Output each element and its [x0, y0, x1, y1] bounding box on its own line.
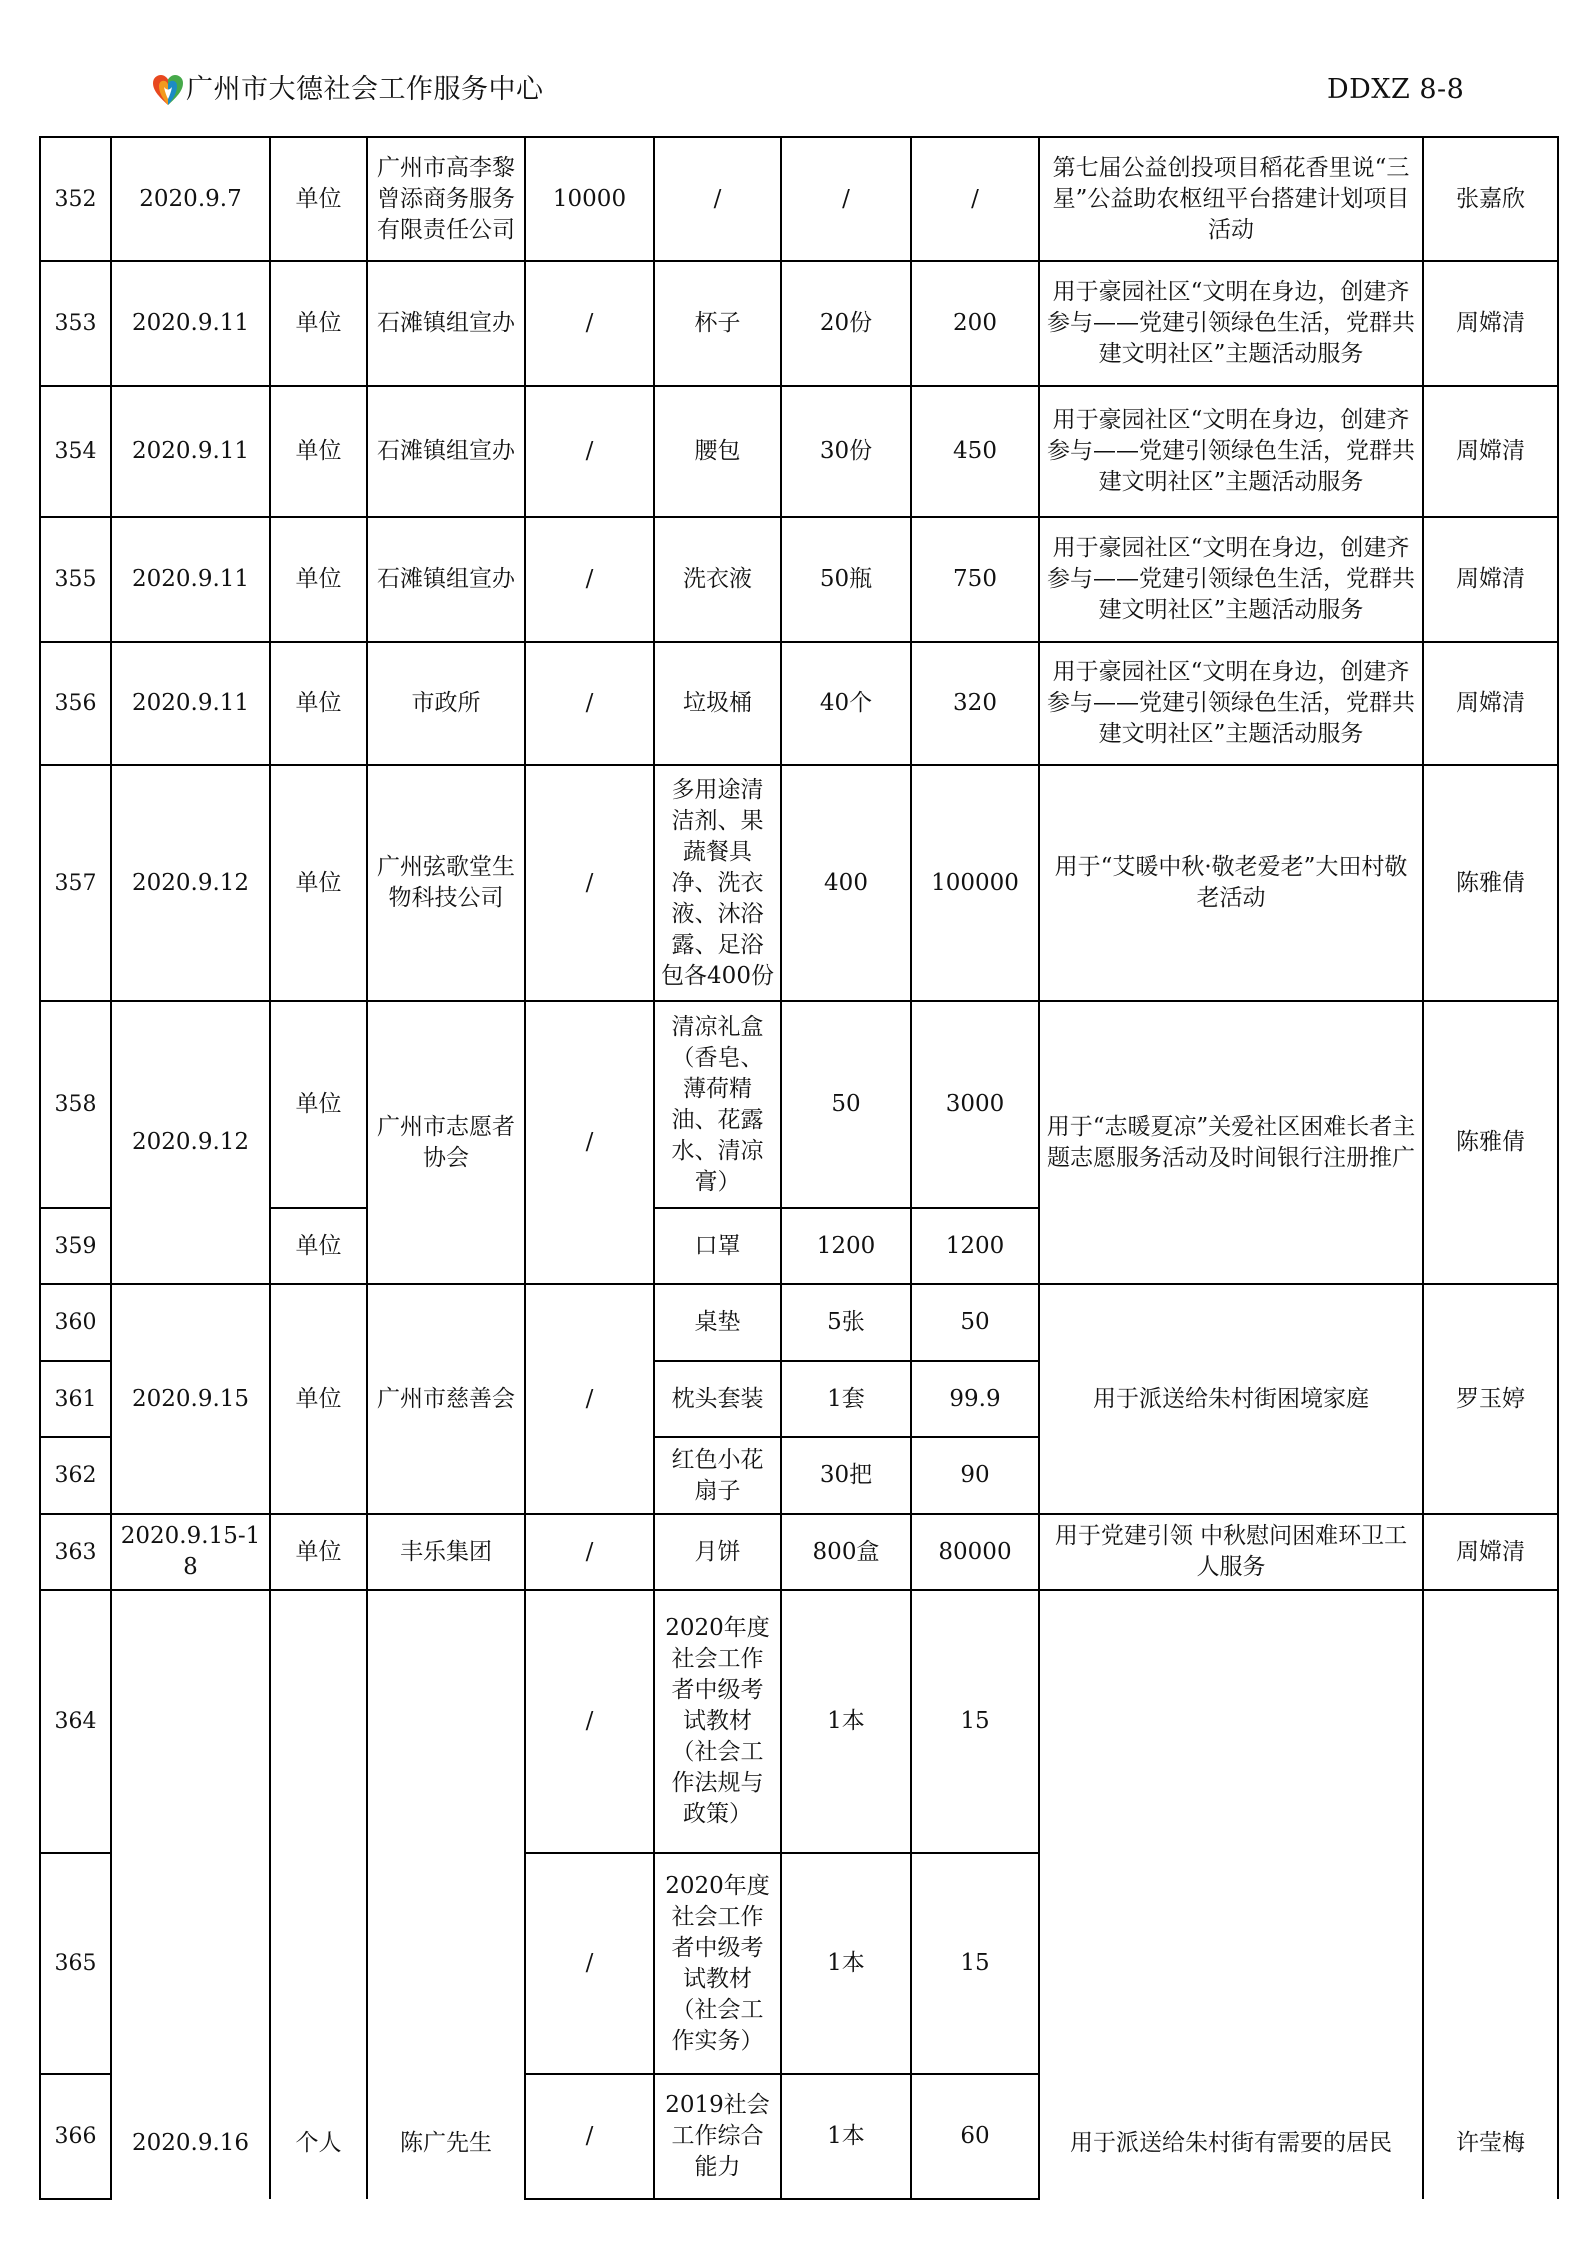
value-cell: 80000: [911, 1514, 1039, 1590]
quantity-cell: 5张: [781, 1284, 911, 1361]
item-cell: 2020年度社会工作者中级考试教材（社会工作实务）: [654, 1853, 781, 2074]
purpose-cell: 用于派送给朱村街困境家庭: [1039, 1284, 1423, 1514]
purpose-cell: 用于“志暖夏凉”关爱社区困难长者主题志愿服务活动及时间银行注册推广: [1039, 1001, 1423, 1284]
donor-type-cell: 单位: [270, 137, 367, 261]
item-cell: 垃圾桶: [654, 642, 781, 765]
donor-type-cell: 单位: [270, 765, 367, 1001]
item-cell: 口罩: [654, 1208, 781, 1284]
donor-type-cell: 单位: [270, 517, 367, 642]
value-cell: 450: [911, 386, 1039, 517]
table-row: [40, 1590, 1558, 1853]
donor-type-cell: 个人: [270, 1590, 367, 2199]
date-cell: 2020.9.7: [111, 137, 270, 261]
amount-cell: /: [525, 1514, 654, 1590]
purpose-cell: 用于豪园社区“文明在身边，创建齐参与——党建引领绿色生活，党群共建文明社区”主题活动服务: [1039, 386, 1423, 517]
donor-type-cell: 单位: [270, 1208, 367, 1284]
donor-cell: 丰乐集团: [367, 1514, 525, 1590]
value-cell: 1200: [911, 1208, 1039, 1284]
table-row: [40, 261, 1558, 386]
quantity-cell: 1本: [781, 1590, 911, 1853]
row-number: 364: [40, 1590, 111, 1853]
quantity-cell: /: [781, 137, 911, 261]
handler-cell: 周嫦清: [1423, 642, 1558, 765]
item-cell: 腰包: [654, 386, 781, 517]
item-cell: 月饼: [654, 1514, 781, 1590]
donor-cell: 广州市高李黎曾添商务服务有限责任公司: [367, 137, 525, 261]
date-cell: 2020.9.15-18: [111, 1514, 270, 1590]
table-row: [40, 386, 1558, 517]
row-number: 356: [40, 642, 111, 765]
purpose-cell: 第七届公益创投项目稻花香里说“三星”公益助农枢纽平台搭建计划项目活动: [1039, 137, 1423, 261]
purpose-cell: 用于“艾暖中秋·敬老爱老”大田村敬老活动: [1039, 765, 1423, 1001]
value-cell: 100000: [911, 765, 1039, 1001]
value-cell: 90: [911, 1437, 1039, 1514]
row-number: 355: [40, 517, 111, 642]
handler-cell: 周嫦清: [1423, 1514, 1558, 1590]
date-cell: 2020.9.11: [111, 642, 270, 765]
quantity-cell: 40个: [781, 642, 911, 765]
date-cell: 2020.9.12: [111, 765, 270, 1001]
handler-cell: 周嫦清: [1423, 386, 1558, 517]
amount-cell: /: [525, 642, 654, 765]
amount-cell: /: [525, 386, 654, 517]
date-cell: 2020.9.11: [111, 261, 270, 386]
handler-cell: 周嫦清: [1423, 517, 1558, 642]
donor-type-cell: 单位: [270, 386, 367, 517]
row-number: 365: [40, 1853, 111, 2074]
row-number: 352: [40, 137, 111, 261]
amount-cell: /: [525, 261, 654, 386]
quantity-cell: 400: [781, 765, 911, 1001]
row-number: 362: [40, 1437, 111, 1514]
handler-cell: 周嫦清: [1423, 261, 1558, 386]
value-cell: 60: [911, 2074, 1039, 2199]
item-cell: 杯子: [654, 261, 781, 386]
amount-cell: /: [525, 1590, 654, 1853]
donor-cell: 市政所: [367, 642, 525, 765]
donor-cell: 陈广先生: [367, 1590, 525, 2199]
heart-logo-icon: [150, 72, 186, 108]
table-row: [40, 642, 1558, 765]
amount-cell: /: [525, 1853, 654, 2074]
item-cell: 枕头套装: [654, 1361, 781, 1437]
row-number: 363: [40, 1514, 111, 1590]
row-number: 357: [40, 765, 111, 1001]
date-cell: 2020.9.16: [111, 1590, 270, 2199]
table-row: [40, 1284, 1558, 1361]
donor-type-cell: 单位: [270, 261, 367, 386]
quantity-cell: 50: [781, 1001, 911, 1208]
donor-cell: 广州弦歌堂生物科技公司: [367, 765, 525, 1001]
item-cell: 红色小花扇子: [654, 1437, 781, 1514]
value-cell: 750: [911, 517, 1039, 642]
date-cell: 2020.9.15: [111, 1284, 270, 1514]
value-cell: 15: [911, 1590, 1039, 1853]
purpose-cell: 用于派送给朱村街有需要的居民: [1039, 1590, 1423, 2199]
amount-cell: /: [525, 517, 654, 642]
donor-type-cell: 单位: [270, 1514, 367, 1590]
donor-type-cell: 单位: [270, 1001, 367, 1208]
item-cell: 洗衣液: [654, 517, 781, 642]
purpose-cell: 用于豪园社区“文明在身边，创建齐参与——党建引领绿色生活，党群共建文明社区”主题活动服务: [1039, 261, 1423, 386]
quantity-cell: 800盒: [781, 1514, 911, 1590]
row-number: 359: [40, 1208, 111, 1284]
handler-cell: 张嘉欣: [1423, 137, 1558, 261]
handler-cell: 陈雅倩: [1423, 765, 1558, 1001]
organization-name: 广州市大德社会工作服务中心: [186, 74, 544, 105]
value-cell: /: [911, 137, 1039, 261]
donor-type-cell: 单位: [270, 1284, 367, 1514]
table-row: [40, 1001, 1558, 1208]
item-cell: 2020年度社会工作者中级考试教材（社会工作法规与政策）: [654, 1590, 781, 1853]
amount-cell: /: [525, 1284, 654, 1514]
row-number: 353: [40, 261, 111, 386]
item-cell: /: [654, 137, 781, 261]
item-cell: 桌垫: [654, 1284, 781, 1361]
row-number: 366: [40, 2074, 111, 2199]
donor-cell: 广州市志愿者协会: [367, 1001, 525, 1284]
value-cell: 50: [911, 1284, 1039, 1361]
item-cell: 清凉礼盒（香皂、薄荷精油、花露水、清凉膏）: [654, 1001, 781, 1208]
quantity-cell: 50瓶: [781, 517, 911, 642]
quantity-cell: 1本: [781, 2074, 911, 2199]
value-cell: 320: [911, 642, 1039, 765]
table-row: [40, 765, 1558, 1001]
donor-cell: 广州市慈善会: [367, 1284, 525, 1514]
donation-ledger-table: [39, 136, 1559, 2200]
value-cell: 200: [911, 261, 1039, 386]
handler-cell: 罗玉婷: [1423, 1284, 1558, 1514]
quantity-cell: 1200: [781, 1208, 911, 1284]
amount-cell: /: [525, 2074, 654, 2199]
donor-cell: 石滩镇组宣办: [367, 517, 525, 642]
item-cell: 多用途清洁剂、果蔬餐具净、洗衣液、沐浴露、足浴包各400份: [654, 765, 781, 1001]
handler-cell: 陈雅倩: [1423, 1001, 1558, 1284]
value-cell: 3000: [911, 1001, 1039, 1208]
quantity-cell: 1套: [781, 1361, 911, 1437]
item-cell: 2019社会工作综合能力: [654, 2074, 781, 2199]
quantity-cell: 20份: [781, 261, 911, 386]
amount-cell: /: [525, 765, 654, 1001]
quantity-cell: 1本: [781, 1853, 911, 2074]
quantity-cell: 30把: [781, 1437, 911, 1514]
document-code: DDXZ 8-8: [1327, 74, 1465, 105]
table-row: [40, 517, 1558, 642]
donor-cell: 石滩镇组宣办: [367, 261, 525, 386]
page-header: [150, 70, 1465, 112]
table-row: [40, 1514, 1558, 1590]
table-row: [40, 137, 1558, 261]
quantity-cell: 30份: [781, 386, 911, 517]
value-cell: 99.9: [911, 1361, 1039, 1437]
value-cell: 15: [911, 1853, 1039, 2074]
row-number: 360: [40, 1284, 111, 1361]
purpose-cell: 用于豪园社区“文明在身边，创建齐参与——党建引领绿色生活，党群共建文明社区”主题活动服务: [1039, 642, 1423, 765]
purpose-cell: 用于豪园社区“文明在身边，创建齐参与——党建引领绿色生活，党群共建文明社区”主题活动服务: [1039, 517, 1423, 642]
date-cell: 2020.9.12: [111, 1001, 270, 1284]
donor-type-cell: 单位: [270, 642, 367, 765]
row-number: 358: [40, 1001, 111, 1208]
donor-cell: 石滩镇组宣办: [367, 386, 525, 517]
date-cell: 2020.9.11: [111, 517, 270, 642]
date-cell: 2020.9.11: [111, 386, 270, 517]
row-number: 361: [40, 1361, 111, 1437]
amount-cell: 10000: [525, 137, 654, 261]
purpose-cell: 用于党建引领 中秋慰问困难环卫工人服务: [1039, 1514, 1423, 1590]
handler-cell: 许莹梅: [1423, 1590, 1558, 2199]
amount-cell: /: [525, 1001, 654, 1284]
row-number: 354: [40, 386, 111, 517]
